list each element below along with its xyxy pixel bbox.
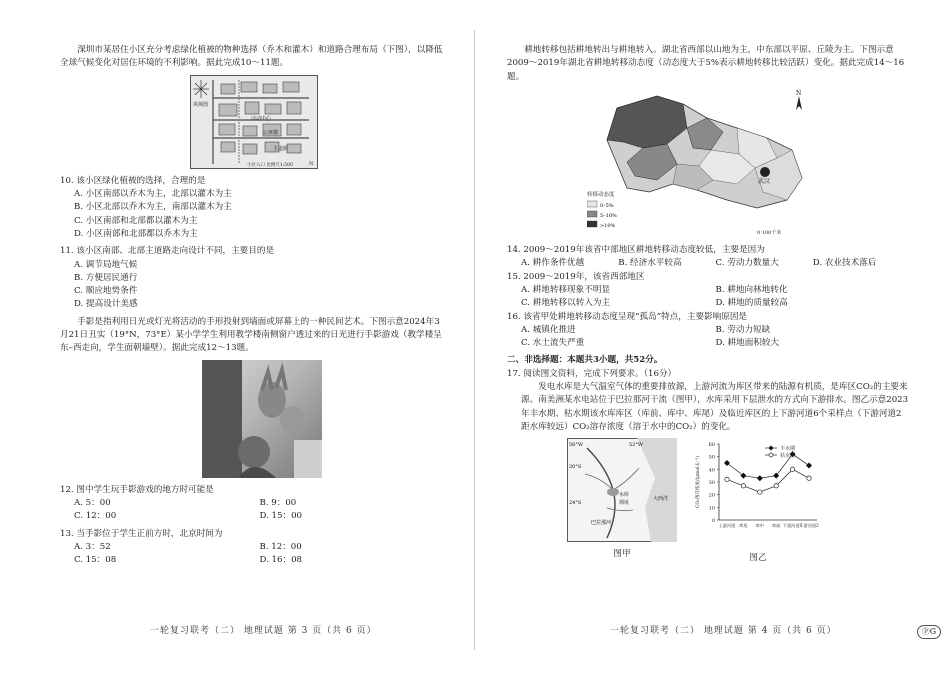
legend-mid: 5–10% — [600, 212, 617, 219]
fig-a-lon1: 56°W — [569, 442, 584, 449]
x-tick-label: 上游河道 — [718, 523, 736, 529]
q10-stem: 10. 该小区绿化植被的选择，合理的是 — [60, 175, 206, 186]
map-north: N — [309, 160, 314, 167]
fig-a-reservoir: 水库 — [619, 492, 630, 499]
q10-option-d: D. 小区南部和北部都以乔木为主 — [74, 228, 198, 239]
data-point — [724, 460, 730, 466]
q14-stem: 14. 2009～2019年该省中部地区耕地转移动态度较低，主要是因为 — [507, 244, 765, 255]
y-tick-label: 20 — [708, 492, 715, 499]
map-label-building2: 公寓楼 — [263, 129, 279, 136]
map-label-rose: 风频图 — [193, 101, 209, 108]
q15-option-b: B. 耕地向林地转化 — [715, 284, 788, 295]
q10-option-a: A. 小区南部以乔木为主，北部以灌木为主 — [74, 188, 232, 199]
map-city-label: 武汉 — [758, 177, 771, 185]
data-point — [790, 467, 794, 471]
data-point — [757, 476, 763, 482]
left-footer: 一轮复习联考（二） 地理试题 第 3 页（共 6 页） — [150, 626, 377, 636]
legend-label-1: 枯水期 — [780, 453, 796, 460]
q13-stem: 13. 当手影位于学生正前方时，北京时间为 — [60, 528, 223, 539]
q16-option-d: D. 耕地面积较大 — [715, 338, 780, 349]
q12-option-c: C. 12：00 — [74, 511, 117, 522]
q11-stem: 11. 该小区南部、北部主道路走向设计不同，主要目的是 — [60, 246, 275, 257]
fig-a-dam: 坝址 — [619, 500, 630, 507]
y-tick-label: 60 — [708, 442, 715, 449]
legend-marker — [769, 446, 774, 451]
legend-swatch-mid — [587, 211, 597, 217]
q15-option-a: A. 耕地转移现象不明显 — [521, 284, 611, 295]
legend-label-0: 丰水期 — [780, 446, 796, 453]
right-footer: 一轮复习联考（二） 地理试题 第 4 页（共 6 页） — [610, 626, 837, 636]
q17-material: 发电水库是大气温室气体的重要排放源，上游河流为库区带来的陆源有机质，是库区CO₂的主要来源。南美洲某水电站位于巴拉那河干流（图甲），水库采用下层泄水的方式向下游排水。图乙示意2023年丰水期、枯水期该水库库区（库前、库中、库尾）及临近库区的上下游河道6个采样点（下游河道2距水库较远）CO₂溶存浓度（溶于水中的CO₂）的变化。 — [521, 382, 909, 432]
q14-option-b: B. 经济水平较高 — [618, 258, 682, 269]
y-tick-label: 30 — [708, 480, 715, 487]
data-point — [773, 473, 779, 479]
q14-option-a: A. 耕作条件优越 — [521, 258, 585, 269]
map-label-road: 主道路 — [273, 145, 289, 152]
intro-12-13: 手影是指利用日光或灯光将活动的手形投射到墙面或屏幕上的一种民间艺术。下图示意2024年3月21日丑实（19°N，73°E）某小学学生利用教学楼南侧窗户透过来的日光进行手影游戏（教学楼呈东–西走向，学生面朝墙壁）。据此完成12～13题。 — [60, 316, 442, 354]
fig-a-lon2: 52°W — [629, 442, 644, 449]
fig-a-lat1: 20°S — [569, 464, 582, 471]
hubei-map-svg — [587, 88, 817, 240]
data-point — [807, 476, 811, 480]
y-tick-label: 40 — [708, 467, 715, 474]
q11-option-c: C. 顺应地势条件 — [74, 286, 138, 297]
q16-option-b: B. 劳动力短缺 — [715, 324, 771, 335]
q10-option-c: C. 小区南部和北部都以灌木为主 — [74, 215, 198, 226]
q14-option-d: D. 农业技术落后 — [812, 258, 877, 269]
data-point — [758, 490, 762, 494]
figure-b-chart — [693, 438, 823, 546]
data-point — [741, 484, 745, 488]
legend-swatch-low — [587, 201, 597, 207]
residential-map — [190, 75, 318, 169]
legend-low: 0–5% — [600, 202, 614, 209]
x-tick-label: 库尾 — [739, 523, 748, 529]
q11-option-b: B. 方便居民通行 — [74, 272, 138, 283]
fig-a-ocean: 大西洋 — [653, 496, 669, 503]
x-tick-label: 下游河道2 — [799, 523, 819, 529]
intro-10-11: 深圳市某居住小区充分考虑绿化植被的物种选择（乔木和灌木）和道路合理布局（下图），以降低全球气候变化对居住环境的不利影响。据此完成10～11题。 — [60, 45, 443, 69]
right-page — [475, 0, 950, 673]
publisher-logo: ⓅG — [917, 625, 941, 639]
q13-option-d: D. 16：08 — [259, 555, 303, 566]
q11-option-a: A. 调节局地气候 — [74, 259, 138, 270]
map-scale: 小区入口 比例尺1:500 — [247, 162, 293, 168]
q13-option-b: B. 12：00 — [259, 541, 302, 552]
y-tick-label: 0 — [711, 518, 715, 525]
fig-a-river: 巴拉那河 — [591, 520, 612, 527]
section-heading: 二、非选择题：本题共3小题，共52分。 — [507, 355, 663, 366]
hand-shadow-illustration — [202, 360, 322, 478]
q12-option-d: D. 15：00 — [259, 511, 303, 522]
q12-options — [60, 497, 445, 524]
figure-b-caption: 图乙 — [749, 552, 767, 563]
q13-options — [60, 541, 445, 568]
q11-option-d: D. 提高设计美感 — [74, 299, 138, 310]
figure-a — [567, 438, 677, 565]
intro-14-16: 耕地转移包括耕地转出与耕地转入。湖北省西部以山地为主，中东部以平原、丘陵为主。下图示意2009～2019年湖北省耕地转移动态度（动态度大于5%表示耕地转移比较活跃）变化。据此完成14～16题。 — [507, 45, 905, 82]
series-line-0 — [727, 454, 809, 478]
reservoir-shape — [607, 488, 619, 496]
hand-shadow-photo — [202, 360, 322, 478]
x-tick-label: 下游河道1 — [782, 523, 803, 529]
legend-marker — [769, 453, 773, 457]
q15-option-c: C. 耕地转移以转入为主 — [521, 298, 611, 309]
q15-stem: 15. 2009～2019年，该省西部地区 — [507, 271, 645, 282]
q17-figures — [567, 438, 910, 565]
q16-options — [507, 324, 910, 351]
q14-option-c: C. 劳动力数量大 — [715, 258, 779, 269]
y-tick-label: 10 — [708, 505, 715, 512]
figure-b — [693, 438, 823, 565]
legend-title: 转移动态度 — [587, 191, 615, 198]
q13-option-c: C. 15：08 — [74, 555, 117, 566]
north-arrow-icon — [796, 96, 802, 110]
y-axis-label: CO₂溶存浓度/(μmol·L⁻¹) — [696, 456, 701, 509]
q10-option-b: B. 小区北部以乔木为主，南部以灌木为主 — [74, 202, 232, 213]
data-point — [774, 484, 778, 488]
hubei-north: N — [796, 89, 802, 97]
residential-map-svg — [191, 76, 317, 168]
figure-a-map — [567, 438, 677, 542]
q15-option-d: D. 耕地的质量较高 — [715, 298, 788, 309]
data-point — [806, 463, 812, 469]
data-point — [740, 473, 746, 479]
q12-stem: 12. 图中学生玩手影游戏的地方时可能是 — [60, 484, 214, 495]
y-tick-label: 50 — [708, 454, 715, 461]
q15-options — [507, 284, 910, 311]
x-tick-label: 库中 — [755, 523, 764, 529]
data-point — [725, 478, 729, 482]
hubei-map — [587, 88, 817, 240]
x-tick-label: 库前 — [772, 523, 781, 529]
figure-a-caption: 图甲 — [613, 548, 631, 559]
map-label-building1: 活动中心 — [251, 115, 272, 122]
fig-a-lat2: 24°S — [569, 500, 582, 507]
island-jia-marker — [760, 167, 770, 177]
q16-stem: 16. 该省甲处耕地转移动态度呈现“孤岛”特点，主要影响原因是 — [507, 311, 748, 322]
q16-option-c: C. 水土流失严重 — [521, 338, 585, 349]
legend-swatch-high — [587, 221, 597, 227]
legend-high: >10% — [600, 222, 616, 229]
q12-option-b: B. 9：00 — [259, 498, 297, 508]
q13-option-a: A. 3：52 — [74, 541, 111, 552]
q16-option-a: A. 城镇化推进 — [521, 324, 576, 335]
q12-option-a: A. 5：00 — [74, 498, 111, 508]
q17-stem: 17. 阅读图文资料，完成下列要求。（16分） — [507, 368, 677, 379]
hubei-scale: 0 100千米 — [757, 229, 782, 236]
q14-options — [507, 257, 910, 270]
